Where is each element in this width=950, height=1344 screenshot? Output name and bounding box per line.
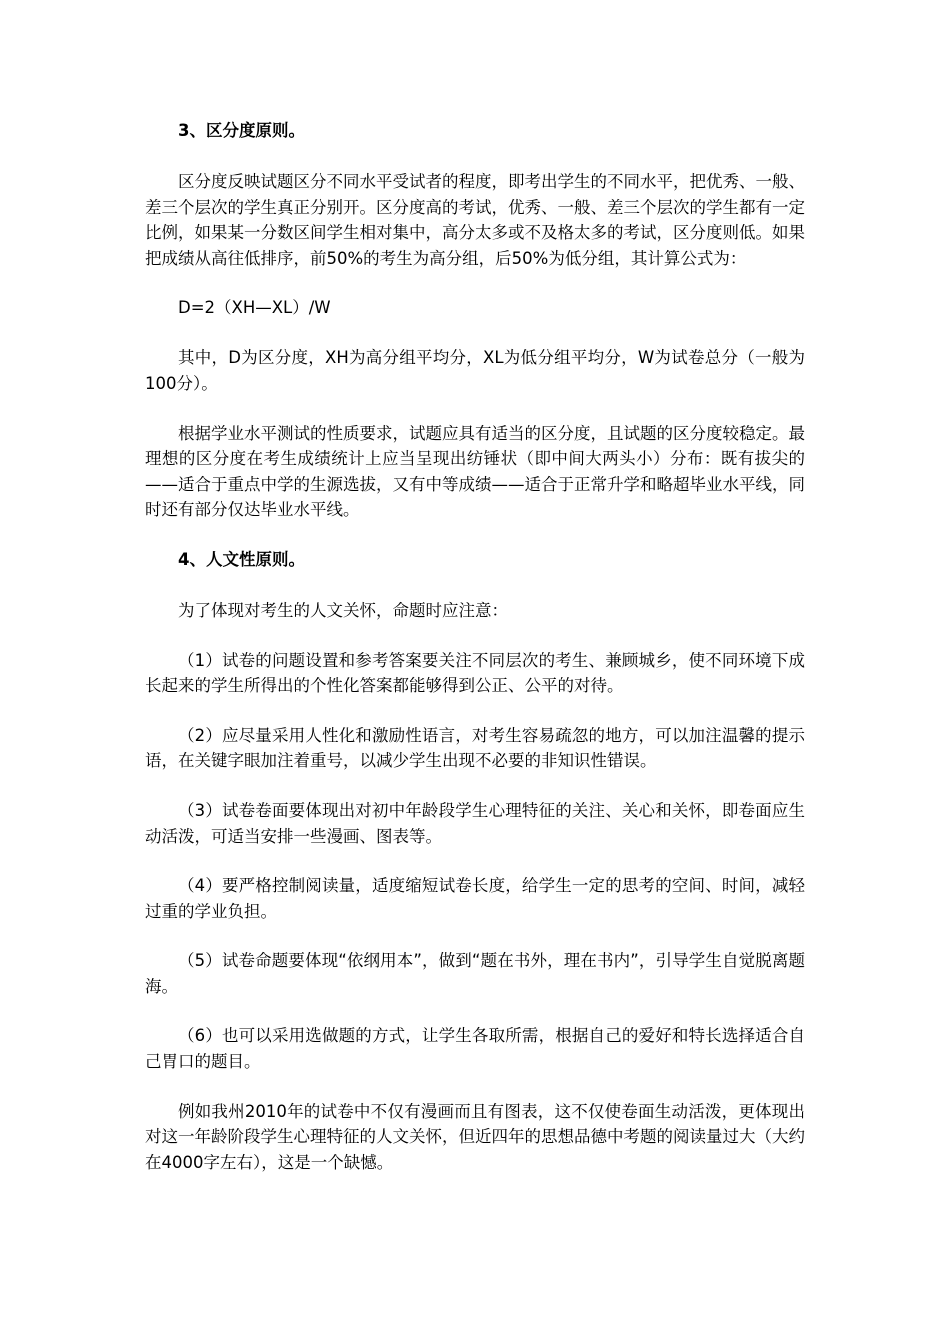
paragraph-humanistic-intro: 为了体现对考生的人文关怀，命题时应注意：: [178, 600, 508, 620]
list-item-humanistic-5: （5）试卷命题要体现“依纲用本”，做到“题在书外，理在书内”，引导学生自觉脱离题海。: [145, 951, 805, 996]
section-heading-humanistic: 4、人文性原则。: [178, 549, 305, 569]
list-item-humanistic-4: （4）要严格控制阅读量，适度缩短试卷长度，给学生一定的思考的空间、时间，减轻过重的学业负担。: [145, 876, 805, 921]
list-item-humanistic-3: （3）试卷卷面要体现出对初中年龄段学生心理特征的关注、关心和关怀，即卷面应生动活泼，可适当安排一些漫画、图表等。: [145, 800, 805, 846]
list-item-humanistic-1: （1）试卷的问题设置和参考答案要关注不同层次的考生、兼顾城乡，使不同环境下成长起来的学生所得出的个性化答案都能够得到公正、公平的对待。: [145, 650, 805, 696]
section-heading-discrimination: 3、区分度原则。: [178, 121, 305, 140]
paragraph-formula-explanation: 其中，D为区分度，XH为高分组平均分，XL为低分组平均分，W为试卷总分（一般为100分）。: [145, 348, 805, 393]
paragraph-humanistic-example: 例如我州2010年的试卷中不仅有漫画而且有图表，这不仅使卷面生动活泼，更体现出对这一年龄阶段学生心理特征的人文关怀，但近四年的思想品德中考题的阅读量过大（大约在4000字左右），这是一个缺憾。: [145, 1101, 805, 1172]
paragraph-discrimination-definition: 区分度反映试题区分不同水平受试者的程度，即考出学生的不同水平，把优秀、一般、差三个层次的学生真正分别开。区分度高的考试，优秀、一般、差三个层次的学生都有一定比例，如果某一分数区间学生相对集中，高分太多或不及格太多的考试，区分度则低。如果把成绩从高往低排序，前50%的考生为高分组，后50%为低分组，其计算公式为：: [145, 172, 805, 268]
list-item-humanistic-2: （2）应尽量采用人性化和激励性语言，对考生容易疏忽的地方，可以加注温馨的提示语，在关键字眼加注着重号，以减少学生出现不必要的非知识性错误。: [145, 725, 805, 771]
paragraph-ideal-discrimination: 根据学业水平测试的性质要求，试题应具有适当的区分度，且试题的区分度较稳定。最理想的区分度在考生成绩统计上应当呈现出纺锤状（即中间大两头小）分布：既有拔尖的——适合于重点中学的生源选拔，又有中等成绩——适合于正常升学和略超毕业水平线，同时还有部分仅达毕业水平线。: [145, 423, 805, 520]
formula-discrimination: D=2（XH—XL）/W: [178, 298, 331, 318]
list-item-humanistic-6: （6）也可以采用选做题的方式，让学生各取所需，根据自己的爱好和特长选择适合自己胃口的题目。: [145, 1026, 805, 1072]
document-page: [145, 118, 805, 1199]
